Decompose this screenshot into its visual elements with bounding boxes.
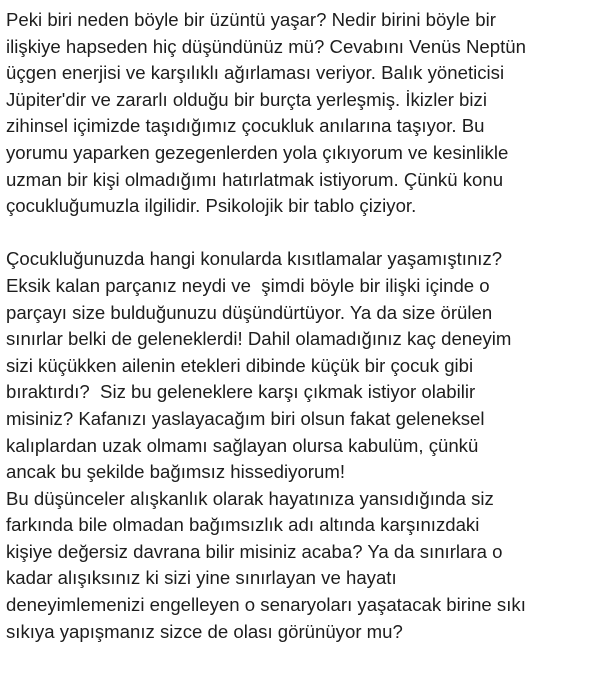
text-line: ancak bu şekilde bağımsız hissediyorum! (6, 461, 345, 483)
text-line: Bu düşünceler alışkanlık olarak hayatınıza yansıdığında siz (6, 487, 494, 509)
text-line: Çocukluğunuzda hangi konularda kısıtlamalar yaşamıştınız? (6, 248, 503, 270)
text-line: sınırlar belki de geleneklerdi! Dahil olamadığınız kaç deneyim (6, 328, 512, 350)
text-line: zihinsel içimizde taşıdığımız çocukluk anılarına taşıyor. Bu (6, 115, 485, 137)
text-line: Peki biri neden böyle bir üzüntü yaşar? Nedir birini böyle bir (6, 9, 496, 30)
text-line: yorumu yaparken gezegenlerden yola çıkıyorum ve kesinlikle (6, 141, 509, 163)
text-line: Eksik kalan parçanız neydi ve şimdi böyle bir ilişki içinde o (6, 274, 490, 296)
paragraph-2 (6, 246, 600, 485)
text-line: farkında bile olmadan bağımsızlık adı altında karşınızdaki (6, 514, 480, 536)
text-line: parçayı size bulduğunuzu düşündürtüyor. Ya da size örülen (6, 301, 493, 323)
text-line: uzman bir kişi olmadığımı hatırlatmak istiyorum. Çünkü konu (6, 168, 504, 190)
text-line: üçgen enerjisi ve karşılıklı ağırlaması veriyor. Balık yöneticisi (6, 62, 505, 84)
text-line: kalıplardan uzak olmamı sağlayan olursa kabulüm, çünkü (6, 434, 479, 456)
text-line: Jüpiter'dir ve zararlı olduğu bir burçta yerleşmiş. İkizler bizi (6, 88, 487, 110)
paragraph-1 (6, 7, 600, 220)
text-line: çocukluğumuzla ilgilidir. Psikolojik bir tablo çiziyor. (6, 195, 417, 217)
text-line: kişiye değersiz davrana bilir misiniz acaba? Ya da sınırlara o (6, 540, 503, 562)
paragraph-3 (6, 486, 600, 646)
text-line: kadar alışıksınız ki sizi yine sınırlayan ve hayatı (6, 567, 397, 589)
text-line: sıkıya yapışmanız sizce de olası görünüyor mu? (6, 620, 403, 642)
text-line: ilişkiye hapseden hiç düşündünüz mü? Cevabını Venüs Neptün (6, 35, 526, 57)
paragraph-spacer (6, 220, 600, 247)
text-line: misiniz? Kafanızı yaslayacağım biri olsun fakat geleneksel (6, 407, 485, 429)
text-line: deneyimlemenizi engelleyen o senaryoları yaşatacak birine sıkı (6, 594, 526, 616)
text-line: bıraktırdı? Siz bu geleneklere karşı çıkmak istiyor olabilir (6, 381, 476, 403)
text-line: sizi küçükken ailenin etekleri dibinde küçük bir çocuk gibi (6, 354, 474, 376)
